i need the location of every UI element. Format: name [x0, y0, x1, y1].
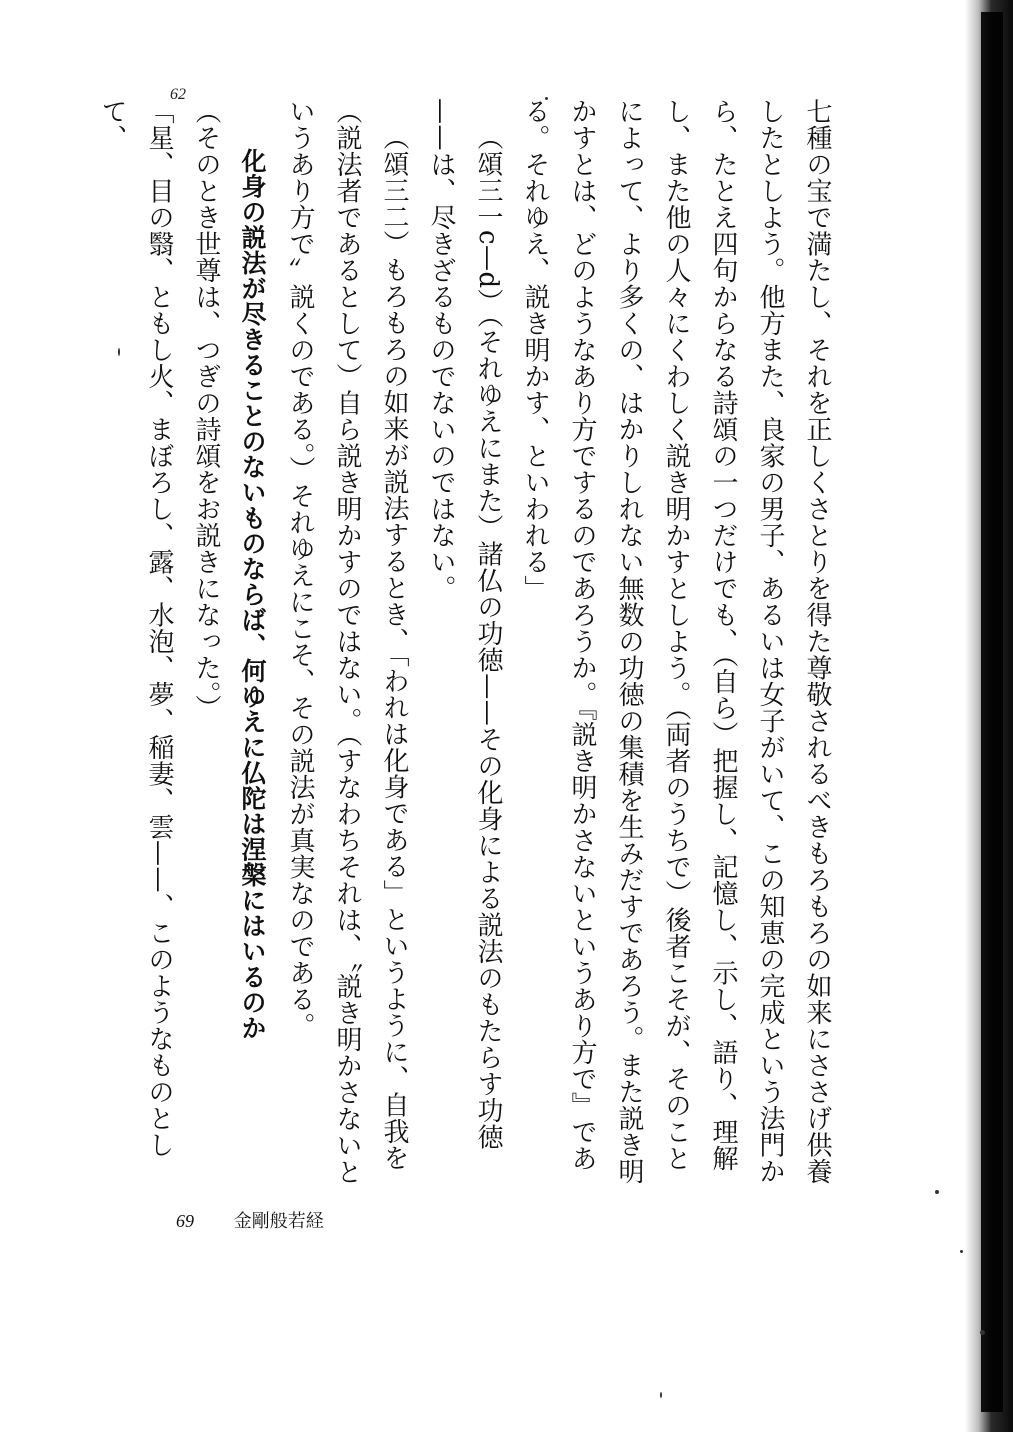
paragraph-verse-31cd: （頌三一c—d）（それゆえにまた）諸仏の功徳——その化身による説法のもたらす功徳——は、尽きざるものでないのではない。 — [426, 98, 503, 1151]
scan-speck — [960, 1250, 963, 1253]
paragraph-offering-merit: 七種の宝で満たし、それを正しくさとりを得た尊敬されるべきもろもろの如来にささげ供養したとしよう。他方また、良家の男子、あるいは女子がいて、この知恵の完成という法門から、たとえ四句からなる詩頌の一つだけでも、（自ら）把握し、記憶し、示し、語り、理解し、また他の人々にくわしく説き明かすとしよう。（両者のうちで）後者こそが、そのことによって、より多くの、はかりしれない無数の功徳の集積を生みだすであろう。また説き明かすとは、どのようなあり方でするのであろうか。『説き明かさないというあり方で』である。それゆえ、説き明かす、といわれる」 — [520, 98, 832, 1185]
paragraph-world-honored-one: （そのとき世尊は、つぎの詩頌をお説きになった。） — [191, 98, 221, 721]
scan-speck — [980, 1330, 985, 1335]
running-page-number: 62 — [170, 86, 186, 103]
paragraph-verse-32: （頌三二）もろもろの如来が説法するとき、「われは化身である」というように、自我を（説法者であるとして）自ら説き明かすのではない。（すなわちそれは、〝説き明かさないというあり方で〟説くのである。）それゆえにこそ、その説法が真実なのである。 — [285, 98, 409, 1185]
verse-simile-line: 「星、目の翳、ともし火、まぼろし、露、水泡、夢、稲妻、雲——、このようなものとして、 — [97, 98, 174, 1158]
book-gutter-band — [981, 12, 1003, 1412]
scan-speck — [935, 1190, 939, 1194]
footer-book-title: 金剛般若経 — [233, 1211, 324, 1232]
footer-page-number: 69 — [176, 1211, 194, 1231]
page-footer — [176, 1207, 324, 1233]
scan-speck — [660, 1392, 662, 1398]
vertical-text-body — [97, 98, 840, 1190]
section-heading: 化身の説法が尽きることのないものならば、何ゆえに仏陀は涅槃にはいるのか — [238, 148, 267, 1041]
